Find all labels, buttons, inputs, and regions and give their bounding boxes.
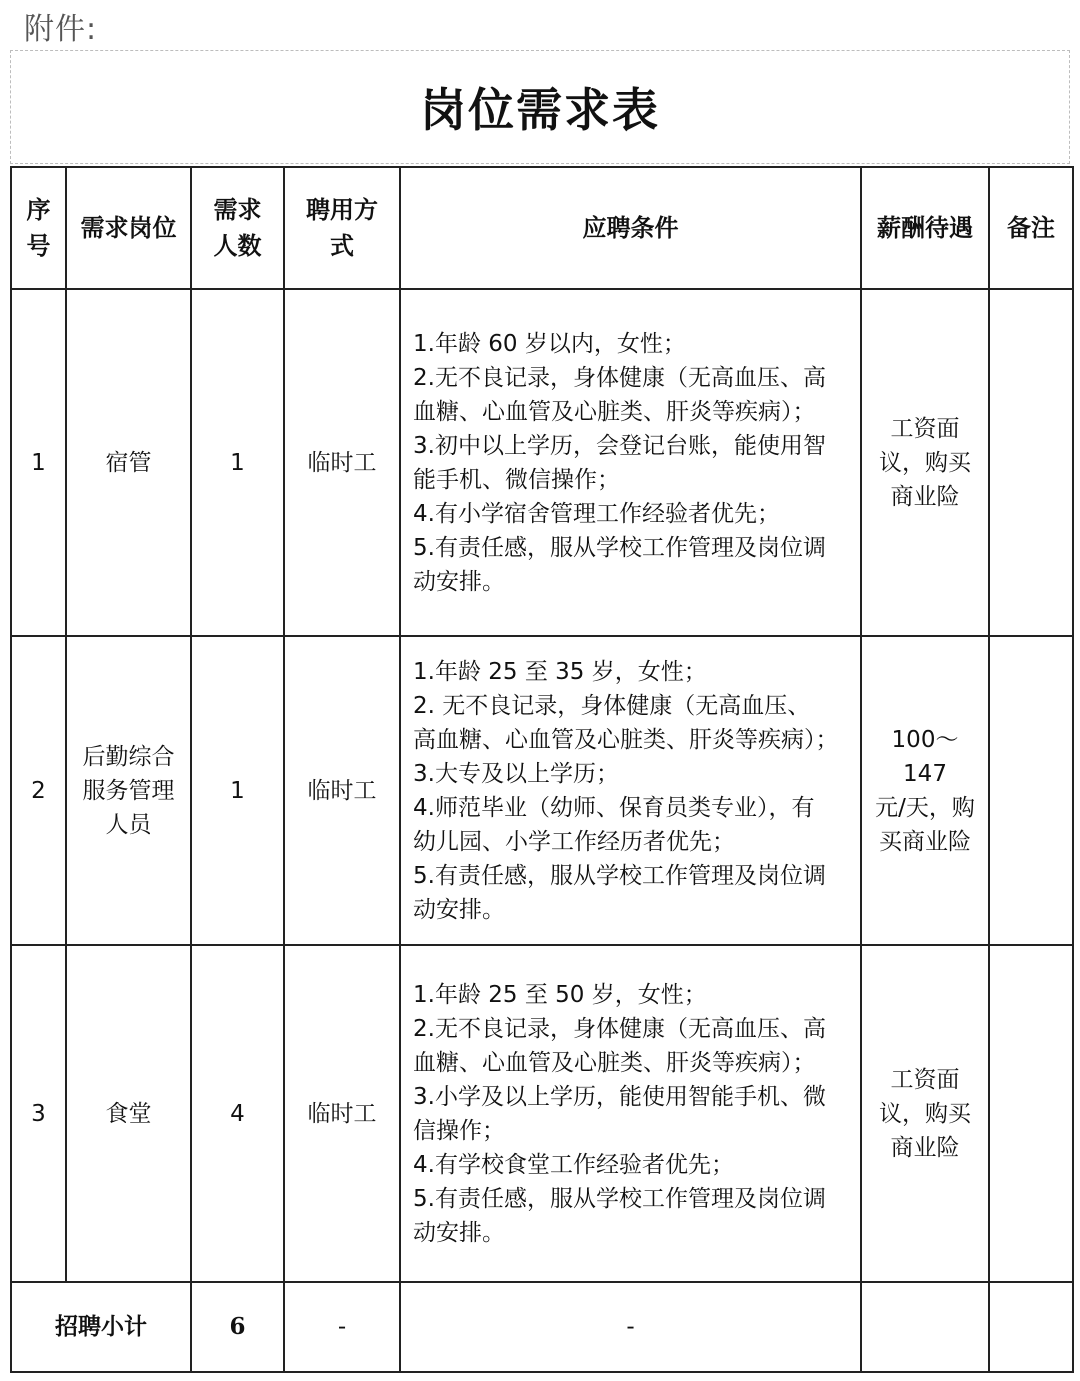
condition-line: 3.大专及以上学历；: [413, 760, 619, 787]
header-count: [191, 167, 284, 289]
cell-salary: [861, 289, 989, 636]
table-row: [11, 945, 1073, 1282]
text-line: 需求: [213, 195, 262, 224]
table-row: [11, 289, 1073, 636]
cell-hire-type: 临时工: [284, 636, 400, 945]
condition-line: 信操作；: [413, 1117, 505, 1144]
header-conditions: 应聘条件: [400, 167, 861, 289]
header-seq: [11, 167, 66, 289]
condition-line: 1.年龄 25 至 35 岁，女性；: [413, 658, 707, 685]
text-line: 式: [330, 231, 354, 260]
attachment-label: 附件:: [24, 12, 98, 47]
summary-salary: [861, 1282, 989, 1372]
condition-line: 3.初中以上学历，会登记台账，能使用智: [413, 432, 826, 459]
requirements-table: [10, 166, 1074, 1373]
condition-line: 1.年龄 25 至 50 岁，女性；: [413, 981, 707, 1008]
cell-hire-type: 临时工: [284, 289, 400, 636]
condition-line: 1.年龄 60 岁以内，女性；: [413, 330, 686, 357]
cell-conditions: [400, 945, 861, 1282]
table-row: [11, 636, 1073, 945]
text-line: 议，购买: [879, 449, 971, 476]
text-line: 100～147: [891, 726, 959, 787]
text-line: 工资面: [890, 415, 960, 442]
text-line: 商业险: [890, 483, 960, 510]
condition-line: 4.有学校食堂工作经验者优先；: [413, 1151, 734, 1178]
summary-conditions: -: [400, 1282, 861, 1372]
condition-line: 5.有责任感，服从学校工作管理及岗位调: [413, 1185, 826, 1212]
cell-seq: 3: [11, 945, 66, 1282]
condition-line: 动安排。: [413, 568, 505, 595]
text-line: 聘用方: [306, 195, 378, 224]
text-line: 人员: [105, 811, 152, 838]
text-line: 号: [26, 231, 51, 260]
text-line: 元/天，购: [875, 794, 975, 821]
condition-line: 血糖、心血管及心脏类、肝炎等疾病）；: [413, 1049, 816, 1076]
summary-remark: [989, 1282, 1073, 1372]
condition-line: 幼儿园、小学工作经历者优先；: [413, 828, 735, 855]
text-line: 食堂: [105, 1100, 152, 1127]
cell-conditions: [400, 289, 861, 636]
summary-hire-type: -: [284, 1282, 400, 1372]
cell-remark: [989, 945, 1073, 1282]
condition-line: 5.有责任感，服从学校工作管理及岗位调: [413, 534, 826, 561]
text-line: 商业险: [890, 1134, 960, 1161]
condition-line: 动安排。: [413, 1219, 505, 1246]
cell-hire-type: 临时工: [284, 945, 400, 1282]
cell-conditions: [400, 636, 861, 945]
cell-count: 4: [191, 945, 284, 1282]
condition-line: 4.师范毕业（幼师、保育员类专业），有: [413, 794, 815, 821]
condition-line: 2.无不良记录，身体健康（无高血压、高: [413, 1015, 826, 1042]
header-position: 需求岗位: [66, 167, 191, 289]
cell-position: [66, 945, 191, 1282]
condition-line: 动安排。: [413, 896, 505, 923]
text-line: 服务管理: [82, 777, 175, 804]
header-salary: 薪酬待遇: [861, 167, 989, 289]
cell-count: 1: [191, 636, 284, 945]
cell-count: 1: [191, 289, 284, 636]
cell-seq: 1: [11, 289, 66, 636]
cell-salary: [861, 636, 989, 945]
text-line: 议，购买: [879, 1100, 971, 1127]
text-line: 宿管: [105, 449, 152, 476]
title-box: [10, 50, 1070, 164]
condition-line: 2. 无不良记录，身体健康（无高血压、: [413, 692, 811, 719]
header-remark: 备注: [989, 167, 1073, 289]
text-line: 工资面: [890, 1066, 960, 1093]
cell-position: [66, 636, 191, 945]
text-line: 买商业险: [879, 828, 971, 855]
summary-row: [11, 1282, 1073, 1372]
page-title: 岗位需求表: [420, 83, 660, 137]
condition-line: 能手机、微信操作；: [413, 466, 620, 493]
text-line: 后勤综合: [82, 743, 175, 770]
text-line: 序: [26, 195, 51, 224]
summary-label: 招聘小计: [11, 1282, 191, 1372]
header-hire-type: [284, 167, 400, 289]
condition-line: 5.有责任感，服从学校工作管理及岗位调: [413, 862, 826, 889]
text-line: 人数: [213, 231, 262, 260]
condition-line: 4.有小学宿舍管理工作经验者优先；: [413, 500, 780, 527]
cell-seq: 2: [11, 636, 66, 945]
cell-position: [66, 289, 191, 636]
condition-line: 2.无不良记录，身体健康（无高血压、高: [413, 364, 826, 391]
condition-line: 血糖、心血管及心脏类、肝炎等疾病）；: [413, 398, 816, 425]
condition-line: 3.小学及以上学历，能使用智能手机、微: [413, 1083, 826, 1110]
summary-count: 6: [191, 1282, 284, 1372]
condition-line: 高血糖、心血管及心脏类、肝炎等疾病）；: [413, 726, 839, 753]
cell-remark: [989, 289, 1073, 636]
header-row: [11, 167, 1073, 289]
cell-remark: [989, 636, 1073, 945]
cell-salary: [861, 945, 989, 1282]
